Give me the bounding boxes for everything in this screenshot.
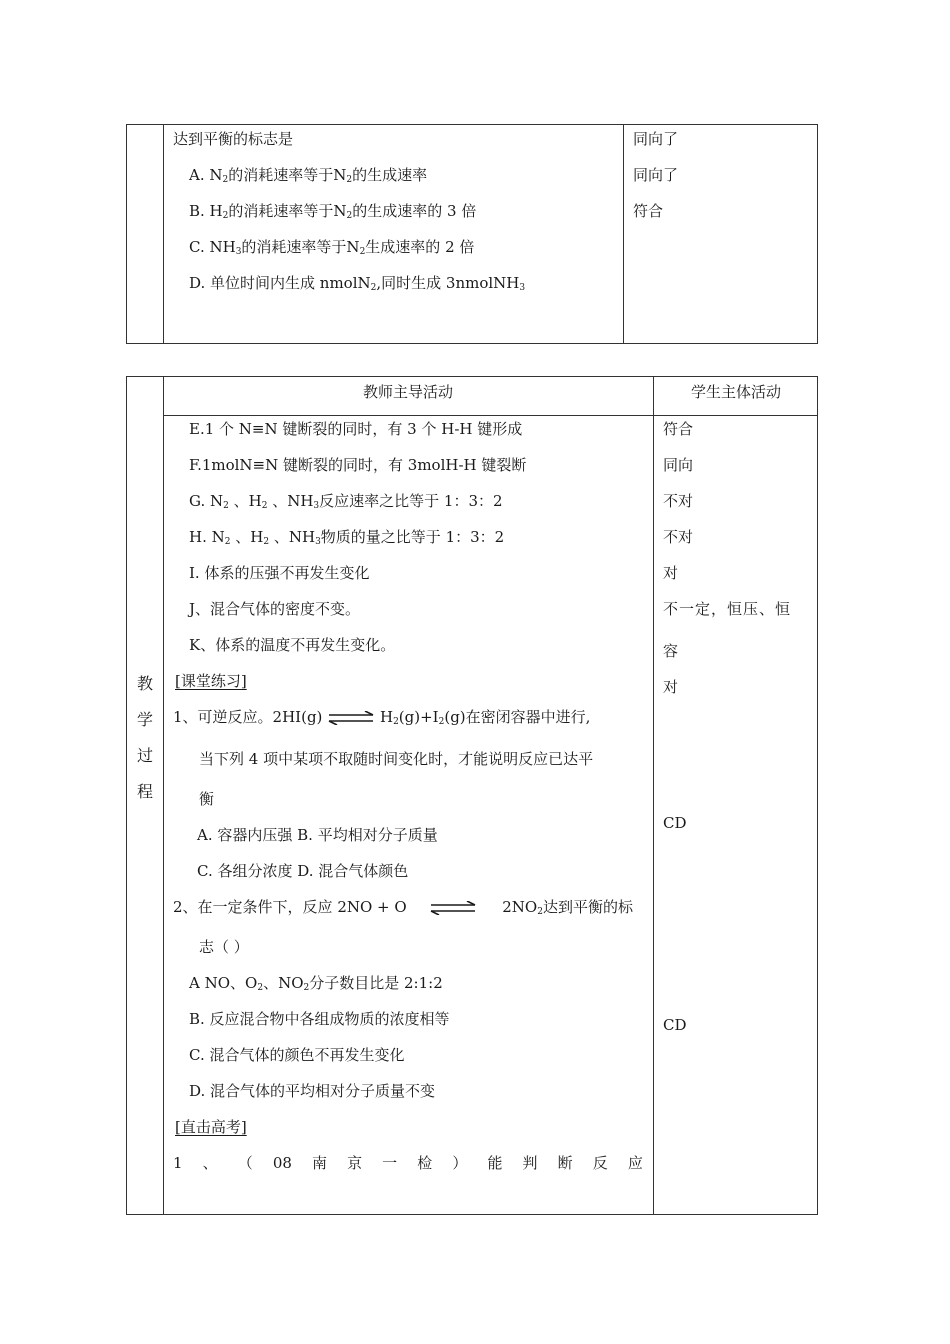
- student-answer: 容: [663, 642, 679, 660]
- student-answer: CD: [663, 814, 687, 832]
- section-heading-practice: [课堂练习]: [175, 672, 247, 690]
- option-c: C. $NH_3$的消耗速率等于$N_2$生成速率的 2 倍: [189, 238, 475, 257]
- practice-question-1-options-cd: C. 各组分浓度 D. 混合气体颜色: [197, 862, 409, 880]
- option-a: A. $N_2$的消耗速率等于$N_2$的生成速率: [189, 166, 428, 185]
- practice-question-2-option-d: D. 混合气体的平均相对分子质量不变: [189, 1082, 436, 1100]
- side-label-char: 过: [136, 746, 153, 765]
- answer-1: 同向了: [633, 130, 679, 148]
- practice-question-1-line2: 当下列 4 项中某项不取随时间变化时，才能说明反应已达平: [199, 750, 594, 768]
- student-answer: 同向: [663, 456, 694, 474]
- option-k: K、体系的温度不再发生变化。: [189, 636, 396, 654]
- col-divider: [653, 377, 654, 1214]
- question-intro: 达到平衡的标志是: [173, 130, 294, 148]
- header-divider: [163, 415, 817, 416]
- practice-question-2-option-b: B. 反应混合物中各组成物质的浓度相等: [189, 1010, 450, 1028]
- col-divider: [623, 125, 624, 343]
- practice-question-2-option-c: C. 混合气体的颜色不再发生变化: [189, 1046, 405, 1064]
- student-answer: CD: [663, 1016, 687, 1034]
- option-f: F.1molN≡N 键断裂的同时，有 3molH-H 键裂断: [189, 456, 527, 474]
- col-divider: [163, 377, 164, 1214]
- answer-3: 符合: [633, 202, 664, 220]
- practice-question-1: 1、可逆反应。2HI(g) $H_2(g)+I_2(g)$在密闭容器中进行,: [173, 708, 591, 727]
- option-b: B. $H_2$的消耗速率等于$N_2$的生成速率的 3 倍: [189, 202, 477, 221]
- equilibrium-arrow-icon: [327, 711, 375, 725]
- option-i: I. 体系的压强不再发生变化: [189, 564, 370, 582]
- section-heading-exam: [直击高考]: [175, 1118, 247, 1136]
- practice-question-1-line3: 衡: [199, 790, 215, 808]
- student-answer: 对: [663, 564, 679, 582]
- student-answer: 不一定，恒压、恒: [663, 600, 792, 618]
- side-label-char: 教: [136, 674, 153, 693]
- side-label-char: 程: [136, 782, 153, 801]
- option-j: J、混合气体的密度不变。: [189, 600, 361, 618]
- practice-question-1-options-ab: A. 容器内压强 B. 平均相对分子质量: [197, 826, 438, 844]
- answer-2: 同向了: [633, 166, 679, 184]
- side-label-char: 学: [136, 710, 153, 729]
- exam-question-1: 1 、 （ 08 南 京 一 检 ） 能 判 断 反 应: [173, 1154, 643, 1172]
- table-1: [126, 124, 818, 344]
- option-g: G. $N_2$ 、$H_2$ 、$NH_3$反应速率之比等于 1：3：2: [189, 492, 503, 511]
- practice-question-2-option-a: A NO、$O_2$、$NO_2$分子数目比是 2:1:2: [189, 974, 443, 993]
- student-answer: 不对: [663, 528, 694, 546]
- col-divider: [163, 125, 164, 343]
- equilibrium-arrow-icon: [411, 901, 491, 915]
- practice-question-2-line2: 志（ ）: [199, 938, 249, 956]
- table-2: [126, 376, 818, 1215]
- student-answer: 对: [663, 678, 679, 696]
- student-answer: 符合: [663, 420, 694, 438]
- student-answer: 不对: [663, 492, 694, 510]
- practice-question-2: 2、在一定条件下，反应 2NO + O $2NO_2$达到平衡的标: [173, 898, 633, 917]
- option-d: D. 单位时间内生成 nmolN$_2$,同时生成 3nmolNH$_3$: [189, 274, 526, 293]
- header-teacher-activity: 教师主导活动: [362, 383, 453, 401]
- header-student-activity: 学生主体活动: [690, 383, 781, 401]
- option-h: H. $N_2$ 、$H_2$ 、$NH_3$物质的量之比等于 1：3：2: [189, 528, 505, 547]
- option-e: E.1 个 N≡N 键断裂的同时，有 3 个 H-H 键形成: [189, 420, 523, 438]
